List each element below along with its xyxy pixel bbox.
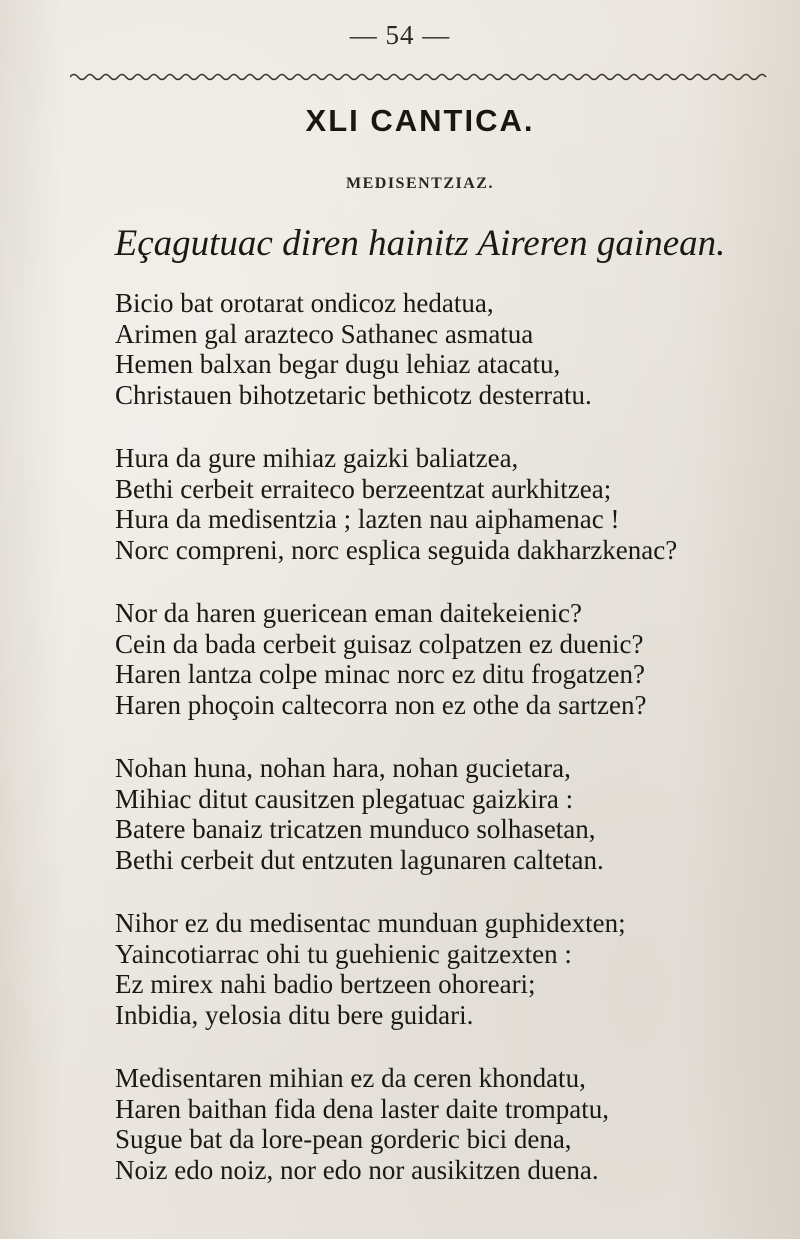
stanza-2 — [115, 443, 795, 565]
hymn-title: XLI CANTICA. — [305, 103, 535, 138]
decorative-wavy-rule — [70, 70, 770, 84]
verse-line: Hemen balxan begar dugu lehiaz atacatu, — [115, 349, 561, 379]
verse-line: Nihor ez du medisentac munduan guphidexten; — [115, 908, 626, 938]
stanza-6 — [115, 1063, 795, 1185]
verse-line: Haren baithan fida dena laster daite trompatu, — [115, 1093, 610, 1124]
stanza-4 — [115, 753, 795, 875]
verse-line: Bethi cerbeit dut entzuten lagunaren caltetan. — [115, 844, 604, 875]
verse-line: Ez mirex nahi badio bertzeen ohoreari; — [115, 969, 536, 999]
stanza-3 — [115, 598, 795, 720]
verse-line: Batere banaiz tricatzen munduco solhasetan, — [115, 814, 596, 844]
verse-line: Medisentaren mihian ez da ceren khondatu, — [115, 1063, 586, 1093]
verse-line: Yaincotiarrac ohi tu guehienic gaitzexten : — [115, 938, 572, 969]
verse-line: Nohan huna, nohan hara, nohan gucietara, — [115, 753, 571, 783]
verses — [115, 288, 795, 1218]
verse-line: Haren lantza colpe minac norc ez ditu frogatzen? — [115, 659, 645, 689]
verse-line: Arimen gal arazteco Sathanec asmatua — [115, 318, 534, 349]
verse-line: Sugue bat da lore-pean gorderic bici dena, — [115, 1124, 572, 1154]
verse-line: Haren phoçoin caltecorra non ez othe da sartzen? — [115, 689, 647, 720]
verse-line: Nor da haren guericean eman daitekeienic? — [115, 598, 582, 628]
verse-line: Christauen bihotzetaric bethicotz desterratu. — [115, 379, 592, 410]
verse-line: Inbidia, yelosia ditu bere guidari. — [115, 999, 474, 1030]
verse-line: Hura da medisentzia ; lazten nau aiphamenac ! — [115, 504, 620, 534]
verse-line: Cein da bada cerbeit guisaz colpatzen ez duenic? — [115, 628, 644, 659]
tune-reference: Eçagutuac diren hainitz Aireren gainean. — [114, 223, 726, 264]
hymn-subtitle: MEDISENTZIAZ. — [346, 175, 494, 192]
stanza-5 — [115, 908, 795, 1030]
verse-line: Mihiac ditut causitzen plegatuac gaizkira : — [115, 783, 574, 814]
verse-line: Hura da gure mihiaz gaizki baliatzea, — [115, 443, 519, 473]
page-number: — 54 — — [349, 20, 451, 50]
verse-line: Norc compreni, norc esplica seguida dakharzkenac? — [115, 534, 678, 565]
verse-line: Noiz edo noiz, nor edo nor ausikitzen duena. — [115, 1154, 599, 1185]
verse-line: Bethi cerbeit erraiteco berzeentzat aurkhitzea; — [115, 473, 612, 504]
stanza-1 — [115, 288, 795, 410]
verse-line: Bicio bat orotarat ondicoz hedatua, — [115, 288, 494, 318]
